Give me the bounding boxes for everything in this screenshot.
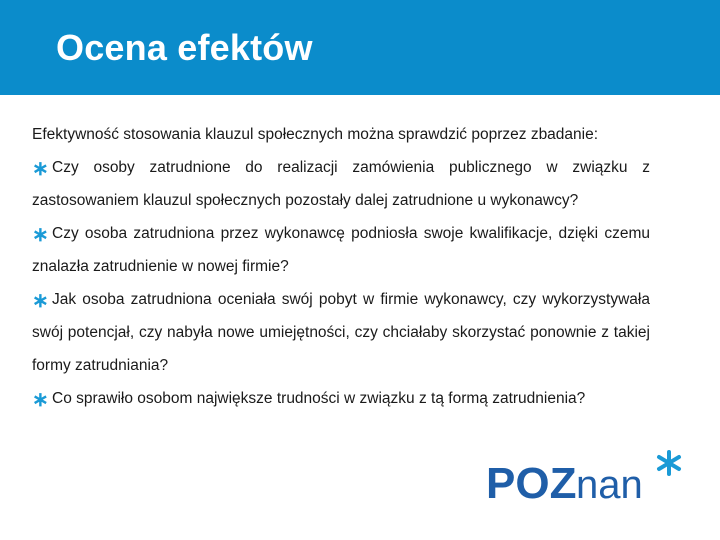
asterisk-icon: ∗ <box>32 389 49 411</box>
asterisk-icon <box>659 452 679 474</box>
asterisk-icon: ∗ <box>32 290 49 312</box>
logo-text-poz: POZ <box>486 459 577 508</box>
poznan-logo <box>486 450 686 510</box>
slide-content <box>32 118 650 415</box>
bullet-item <box>32 283 650 382</box>
slide-title: Ocena efektów <box>56 27 313 68</box>
asterisk-icon: ∗ <box>32 224 49 246</box>
bullet-item <box>32 382 650 415</box>
bullet-text: Jak osoba zatrudniona oceniała swój pobyt w firmie wykonawcy, czy wykorzystywała swój potencjał, czy nabyła nowe umiejętności, czy chciałaby skorzystać ponownie z takiej formy zatrudniania? <box>32 291 650 374</box>
logo-text-nan: nan <box>576 463 643 507</box>
bullet-text: Czy osoby zatrudnione do realizacji zamówienia publicznego w związku z zastosowaniem klauzul społecznych pozostały dalej zatrudnione u wykonawcy? <box>32 159 650 209</box>
title-bar <box>0 0 720 95</box>
asterisk-icon: ∗ <box>32 158 49 180</box>
bullet-item <box>32 151 650 217</box>
bullet-text: Czy osoba zatrudniona przez wykonawcę podniosła swoje kwalifikacje, dzięki czemu znalazła zatrudnienie w nowej firmie? <box>32 225 650 275</box>
bullet-item <box>32 217 650 283</box>
intro-text: Efektywność stosowania klauzul społecznych można sprawdzić poprzez zbadanie: <box>32 126 599 143</box>
bullet-text: Co sprawiło osobom największe trudności w związku z tą formą zatrudnienia? <box>52 390 586 407</box>
